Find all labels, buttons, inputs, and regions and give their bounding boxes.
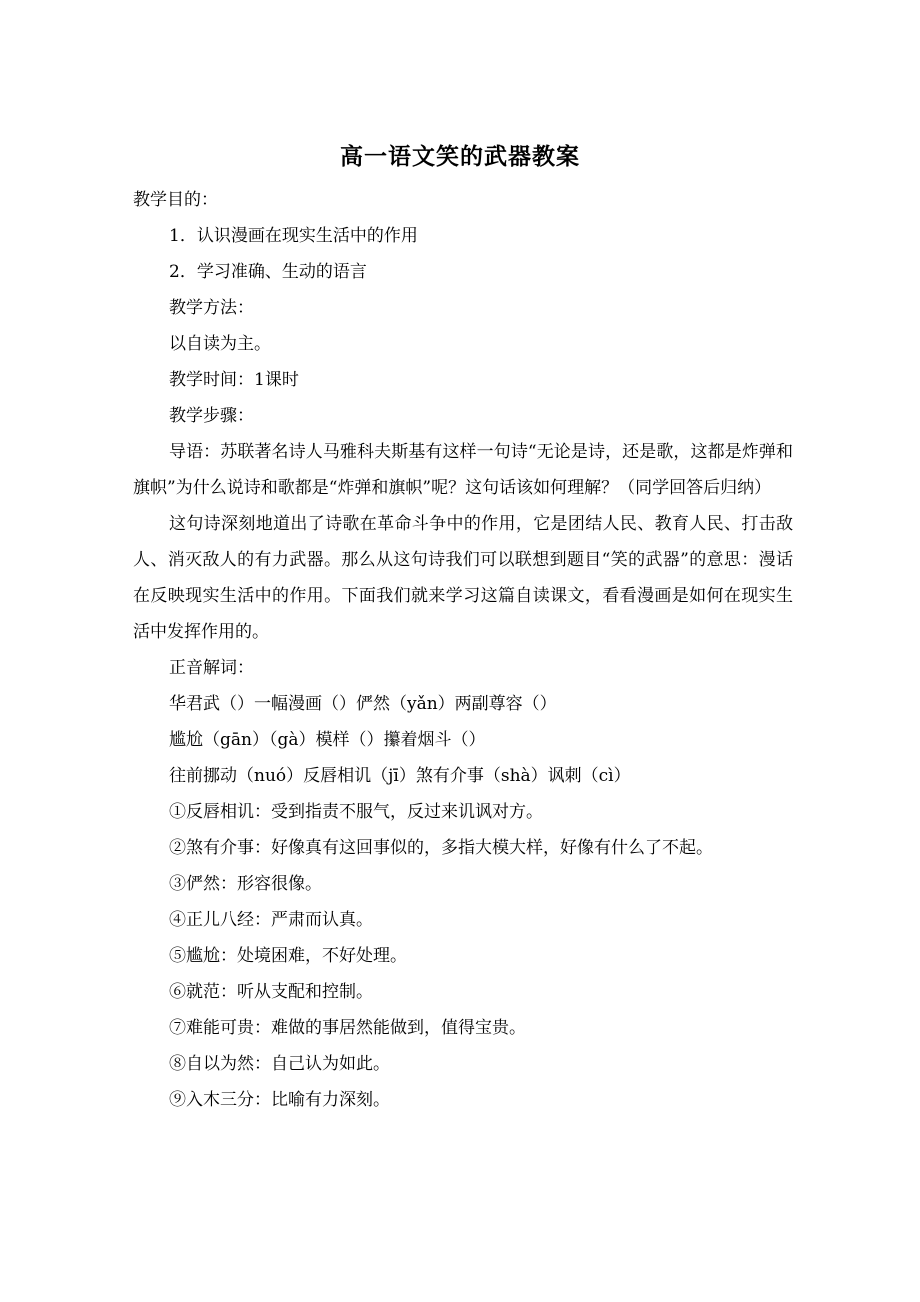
definition-item-1: ①反唇相讥：受到指责不服气，反过来讥讽对方。 (169, 802, 543, 822)
definition-item-5: ⑤尴尬：处境困难，不好处理。 (169, 946, 407, 966)
objective-heading: 教学目的： (133, 190, 218, 210)
definition-item-3: ③俨然：形容很像。 (169, 874, 322, 894)
definition-item-6: ⑥就范：听从支配和控制。 (169, 982, 373, 1002)
document-body (133, 182, 793, 1118)
definition-item-9: ⑨入木三分：比喻有力深刻。 (169, 1090, 390, 1110)
steps-heading: 教学步骤： (169, 406, 254, 426)
objective-item-2: 2．学习准确、生动的语言 (169, 262, 367, 282)
definition-item-2: ②煞有介事：好像真有这回事似的，多指大模大样，好像有什么了不起。 (169, 838, 713, 858)
pronunciation-line-1: 华君武（）一幅漫画（）俨然（yǎn）两副尊容（） (169, 694, 557, 714)
definition-item-4: ④正儿八经：严肃而认真。 (169, 910, 373, 930)
method-text: 以自读为主。 (169, 334, 271, 354)
method-heading: 教学方法： (169, 298, 254, 318)
pronunciation-heading: 正音解词： (169, 658, 254, 678)
definition-item-7: ⑦难能可贵：难做的事居然能做到，值得宝贵。 (169, 1018, 526, 1038)
teaching-time: 教学时间：1课时 (169, 370, 299, 390)
definition-item-8: ⑧自以为然：自己认为如此。 (169, 1054, 390, 1074)
pronunciation-line-2: 尴尬（gān）（gà）模样（）攥着烟斗（） (169, 730, 486, 750)
intro-paragraph: 导语：苏联著名诗人马雅科夫斯基有这样一句诗“无论是诗，还是歌，这都是炸弹和旗帜”为什么说诗和歌都是“炸弹和旗帜”呢？这句话该如何理解？（同学回答后归纳） (133, 442, 793, 498)
explanation-paragraph: 这句诗深刻地道出了诗歌在革命斗争中的作用，它是团结人民、教育人民、打击敌人、消灭敌人的有力武器。那么从这句诗我们可以联想到题目“笑的武器”的意思：漫话在反映现实生活中的作用。下面我们就来学习这篇自读课文，看看漫画是如何在现实生活中发挥作用的。 (133, 514, 793, 642)
objective-item-1: 1．认识漫画在现实生活中的作用 (169, 226, 418, 246)
document-title: 高一语文笑的武器教案 (340, 143, 580, 170)
pronunciation-line-3: 往前挪动（nuó）反唇相讥（jī）煞有介事（shà）讽刺（cì） (169, 766, 631, 786)
